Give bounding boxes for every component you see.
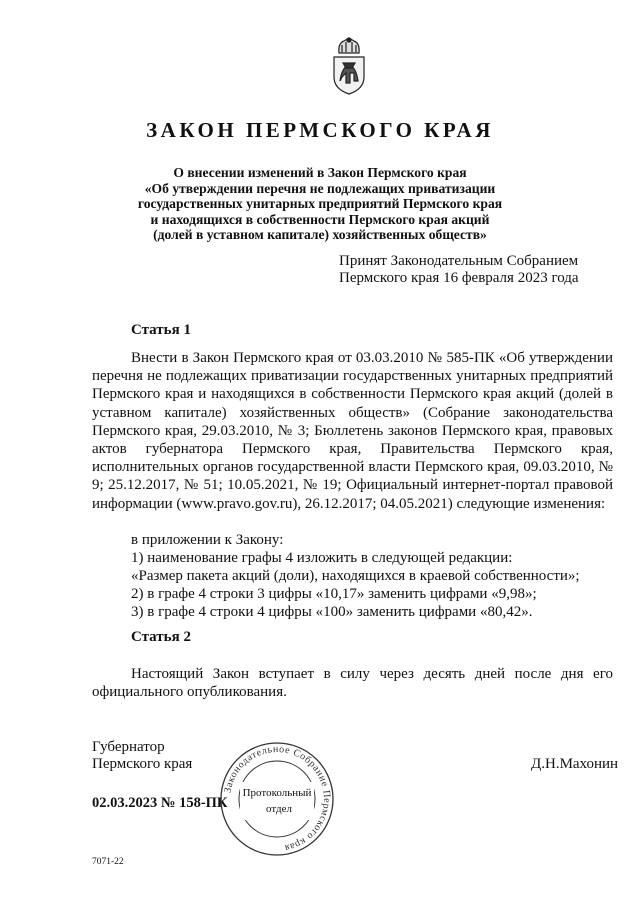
subtitle-line: О внесении изменений в Закон Пермского края [173,165,467,180]
article-1-line: в приложении к Закону: [131,532,284,548]
subtitle-line: (долей в уставном капитале) хозяйственных обществ» [153,227,487,242]
stamp-outer-text: Законодательное Собрание Пермского края [222,743,333,854]
subtitle-line: «Об утверждении перечня не подлежащих приватизации [144,180,496,196]
article-1-line: 3) в графе 4 строки 4 цифры «100» заменить цифрами «80,42». [131,604,533,620]
subtitle-line: и находящихся в собственности Пермского края акций [150,211,490,227]
article-1-body: Внести в Закон Пермского края от 03.03.2010 № 585-ПК «Об утверждении перечня не подлежащих приватизации государственных унитарных предприятий Пермского края и находящихся в собственности Пермского края акций (долей в уставном капитале) хозяйственных обществ» (Собрание законодательства Пермского края, 29.03.2010, № 3; Бюллетень законов Пермского края, правовых актов губернатора Пермского края, Правительства Пермского края, исполнительных органов государственной власти Пермского края, 09.03.2010, № 9; 25.12.2017, № 51; 10.05.2021, № 19; Официальный интернет-портал правовой информации (www.pravo.gov.ru), 26.12.2017; 04.05.2021) следующие изменения: [92,350,613,512]
article-2-body: Настоящий Закон вступает в силу через десять дней после дня его официального опубликования. [92,666,613,701]
article-1-heading: Статья 1 [131,322,191,338]
law-subtitle [100,165,540,243]
governor-title-line: Пермского края [92,755,193,772]
governor-name: Д.Н.Махонин [531,756,619,772]
article-1-line: «Размер пакета акций (доли), находящихся в краевой собственности»; [131,568,580,584]
governor-title-line: Губернатор [92,739,165,755]
stamp-inner-line: Протокольный [242,787,312,799]
adoption-note [339,253,579,286]
signing-date-number: 02.03.2023 № 158-ПК [92,795,228,811]
article-2-heading: Статья 2 [131,629,191,645]
governor-title [92,739,192,772]
adoption-line: Пермского края 16 февраля 2023 года [339,269,579,286]
subtitle-line: государственных унитарных предприятий Пермского края [137,196,503,211]
official-stamp [218,740,336,858]
coat-of-arms-icon [330,37,368,95]
stamp-inner-line: отдел [266,803,292,815]
adoption-line: Принят Законодательным Собранием [339,253,579,269]
law-title: ЗАКОН ПЕРМСКОГО КРАЯ [146,118,494,142]
article-1-line: 1) наименование графы 4 изложить в следующей редакции: [131,550,513,566]
article-1-line: 2) в графе 4 строки 3 цифры «10,17» заменить цифрами «9,98»; [131,586,537,602]
footer-code: 7071-22 [92,857,124,867]
